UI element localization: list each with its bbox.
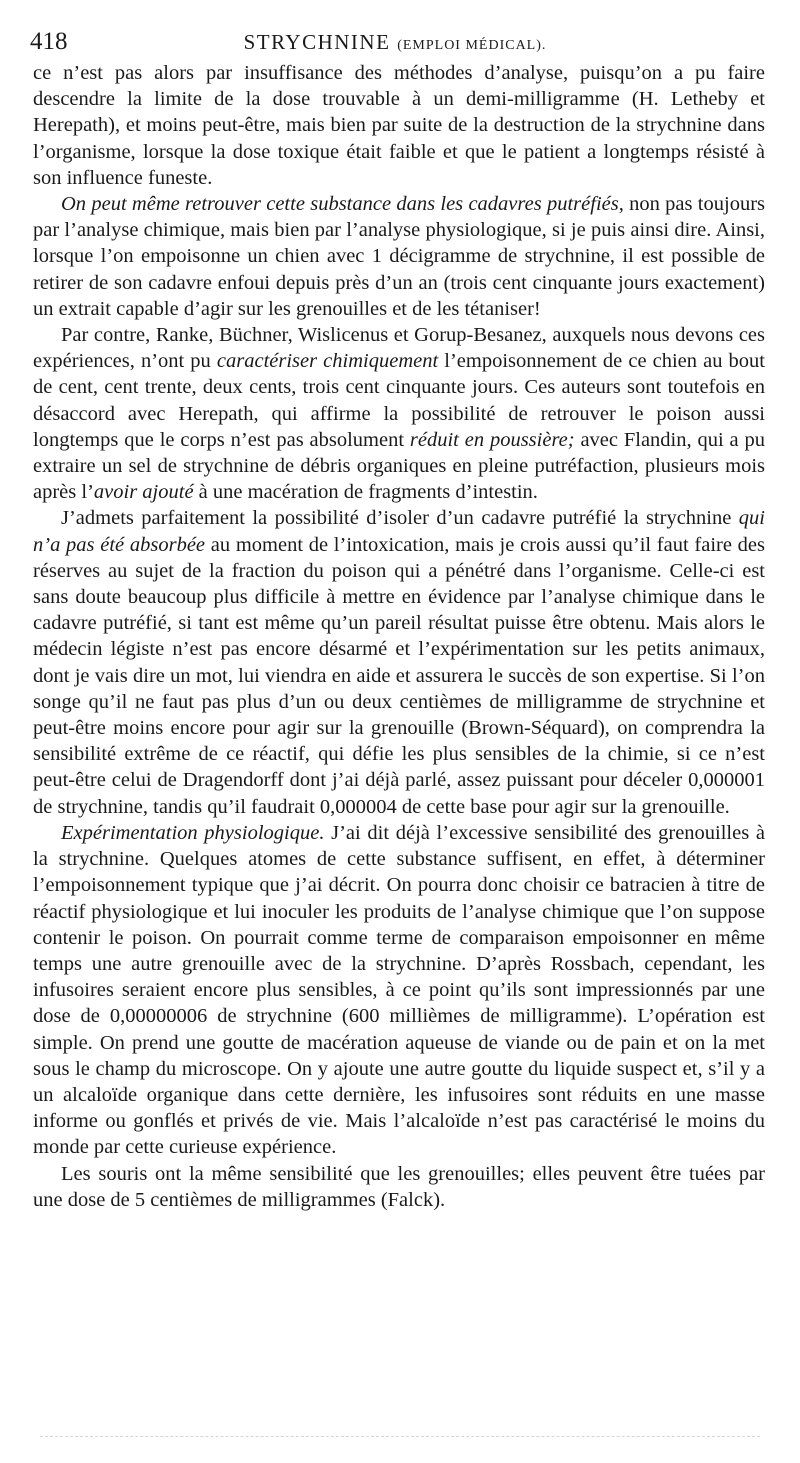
paragraph	[33, 60, 765, 191]
text-run: Les souris ont la même sensibilité que les grenouilles; elles peuvent être tuées par une dose de 5 centièmes de milligrammes (Falck).	[33, 1162, 765, 1211]
running-title-main: STRYCHNINE	[243, 30, 391, 54]
text-run: au moment de l’intoxication, mais je crois aussi qu’il faut faire des réserves au sujet de la fraction du poison qui a pénétré dans l’organisme. Celle-ci est sans doute beaucoup plus difficile à mettre en évidence par l’analyse chimique dans le cadavre putréfié, si tant est même qu’un pareil résultat puisse être obtenu. Mais alors le médecin légiste n’est pas encore désarmé et l’expérimentation sur les petits animaux, dont je vais dire un mot, lui viendra en aide et assurera le succès de son expertise. Si l’on songe qu’il ne faut pas plus d’un ou deux centièmes de milligramme de strychnine et peut-être moins encore pour agir sur la grenouille (Brown-Séquard), on comprendra la sensibilité extrême de ce réactif, qui défie les plus sensibles de la chimie, si ce n’est peut-être celui de Dragendorff dont j’ai déjà parlé, assez puissant pour déceler 0,000001 de strychnine, tandis qu’il faudrait 0,000004 de cette base pour agir sur la grenouille.	[33, 533, 765, 818]
footer-rule	[40, 1436, 760, 1437]
paragraph	[33, 191, 765, 322]
running-title-sub: (EMPLOI MÉDICAL).	[397, 38, 547, 53]
italic-run: caractériser chimiquement	[216, 350, 439, 373]
italic-run: réduit en poussière;	[409, 428, 575, 451]
text-run: avec Flandin, qui a pu extraire un sel de strychnine de débris organiques en pleine putréfaction, plusieurs mois après l’	[33, 428, 765, 504]
italic-run: Expérimentation physiologique.	[61, 821, 325, 844]
running-title	[30, 30, 760, 55]
italic-run: On peut même retrouver cette substance dans les cadavres putréfiés	[61, 193, 619, 216]
text-run: J’ai dit déjà l’excessive sensibilité des grenouilles à la strychnine. Quelques atomes de cette substance suffisent, en effet, à déterminer l’empoisonnement typique que j’ai décrit. On pourra donc choisir ce batracien à titre de réactif physiologique et lui inoculer les produits de l’analyse chimique que l’on suppose contenir le poison. On pourrait comme terme de comparaison empoisonner en même temps une autre grenouille avec de la strychnine. D’après Rossbach, cependant, les infusoires seraient encore plus sensibles, à ce point qu’ils sont impressionnés par une dose de 0,00000006 de strychnine (600 millièmes de milligramme). L’opération est simple. On prend une goutte de macération aqueuse de viande ou de pain et on la met sous le champ du microscope. On y ajoute une autre goutte du liquide suspect et, s’il y a un alcaloïde organique dans cette dernière, les infusoires sont réduits en une masse informe ou gonflés et privés de vie. Mais l’alcaloïde n’est pas caractérisé le moins du monde par cette curieuse expérience.	[33, 821, 765, 1159]
text-run: à une macération de fragments d’intestin.	[193, 481, 538, 504]
text-run: Par contre, Ranke, Büchner, Wislicenus et Gorup-Besanez, auxquels nous devons ces expériences, n’ont pu	[33, 324, 765, 373]
text-run: , non pas toujours par l’analyse chimique, mais bien par l’analyse physiologique, si je puis ainsi dire. Ainsi, lorsque l’on empoisonne un chien avec 1 décigramme de strychnine, il est possible de retirer de son cadavre enfoui depuis près d’un an (trois cent cinquante jours exactement) un extrait capable d’agir sur les grenouilles et de les tétaniser!	[33, 193, 765, 320]
paragraph	[33, 820, 765, 1161]
page-number: 418	[30, 28, 68, 55]
text-run: ce n’est pas alors par insuffisance des méthodes d’analyse, puisqu’on a pu faire descendre la limite de la dose trouvable à un demi-milligramme (H. Letheby et Herepath), et moins peut-être, mais bien par suite de la destruction de la strychnine dans l’organisme, lorsque la dose toxique était faible et que le patient a longtemps résisté à son influence funeste.	[33, 62, 765, 189]
italic-run: qui n’a pas été absorbée	[33, 507, 765, 556]
text-run: J’admets parfaitement la possibilité d’isoler d’un cadavre putréfié la strychnine	[61, 507, 739, 530]
paragraph	[33, 322, 765, 505]
italic-run: avoir ajouté	[93, 481, 194, 504]
paragraph	[33, 1161, 765, 1213]
page-header	[30, 20, 760, 60]
text-run: l’empoisonnement de ce chien au bout de cent, cent trente, deux cents, trois cent cinquante jours. Ces auteurs sont toutefois en désaccord avec Herepath, qui affirme la possibilité de retrouver le poison aussi longtemps que le corps n’est pas absolument	[33, 350, 765, 451]
paragraph	[33, 505, 765, 819]
body-text	[33, 60, 765, 1213]
